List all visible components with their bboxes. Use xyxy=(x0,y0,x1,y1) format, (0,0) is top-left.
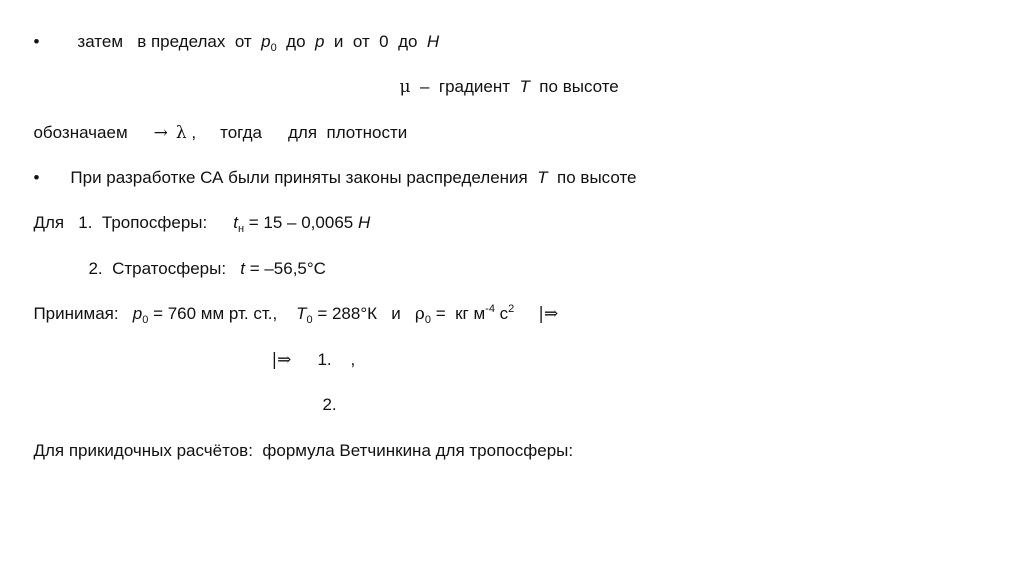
subscript: 0 xyxy=(142,314,149,326)
subscript: 0 xyxy=(270,42,277,54)
subscript: н xyxy=(237,223,245,235)
mu-symbol: μ xyxy=(399,77,411,97)
text: затем в пределах от xyxy=(77,32,262,51)
text: для плотности xyxy=(288,123,408,142)
text: по высоте xyxy=(547,168,637,187)
line-vetchinkin xyxy=(24,421,573,461)
text: = –56,5°С xyxy=(244,259,326,278)
text: При разработке СА были приняты законы распределения xyxy=(70,168,538,187)
implies-symbol: |⇒ xyxy=(538,304,559,324)
text: Для прикидочных расчётов: формула Ветчинкина для тропосферы: xyxy=(33,441,574,460)
superscript: -4 xyxy=(485,303,495,315)
text: обозначаем xyxy=(33,123,128,142)
text: Принимая: xyxy=(33,304,133,323)
text: = кг м xyxy=(431,304,486,323)
line-assuming xyxy=(24,284,558,324)
implies-symbol: |⇒ xyxy=(271,350,292,370)
text: и от 0 до xyxy=(324,32,427,51)
line-integration-limits xyxy=(24,12,439,52)
subscript: 0 xyxy=(424,314,431,326)
arrow-symbol: → xyxy=(153,123,168,143)
text: по высоте xyxy=(529,77,619,96)
line-result-2 xyxy=(313,375,337,415)
text: = 288°К и xyxy=(312,304,415,323)
var-T: T xyxy=(519,77,530,96)
superscript: 2 xyxy=(508,303,515,315)
var-T: T xyxy=(296,304,307,323)
subscript: 0 xyxy=(306,314,313,326)
var-t: t xyxy=(233,213,238,232)
var-p: p xyxy=(315,32,325,51)
var-T: T xyxy=(537,168,548,187)
line-notation xyxy=(24,103,407,143)
comma: , xyxy=(186,123,197,142)
text: 1. , xyxy=(317,350,356,369)
text: = 15 – 0,0065 xyxy=(244,213,358,232)
var-H: H xyxy=(426,32,440,51)
line-laws xyxy=(24,148,637,188)
bullet: • xyxy=(33,168,40,187)
text: до xyxy=(276,32,316,51)
text: 2. Стратосферы: xyxy=(88,259,241,278)
line-result-1 xyxy=(262,330,355,370)
line-troposphere xyxy=(24,193,370,233)
var-H: H xyxy=(357,213,371,232)
bullet: • xyxy=(33,32,40,51)
var-t: t xyxy=(240,259,245,278)
text: тогда xyxy=(220,123,262,142)
line-stratosphere xyxy=(79,239,326,279)
var-p: p xyxy=(132,304,143,323)
text: 2. xyxy=(322,395,337,414)
lambda-symbol: λ xyxy=(175,123,187,143)
rho-symbol: ρ xyxy=(414,304,425,324)
text: – градиент xyxy=(410,77,520,96)
line-mu-gradient xyxy=(390,57,619,97)
text: с xyxy=(494,304,509,323)
var-p: p xyxy=(261,32,271,51)
text: = 760 мм рт. ст., xyxy=(148,304,297,323)
text: Для 1. Тропосферы: xyxy=(33,213,208,232)
